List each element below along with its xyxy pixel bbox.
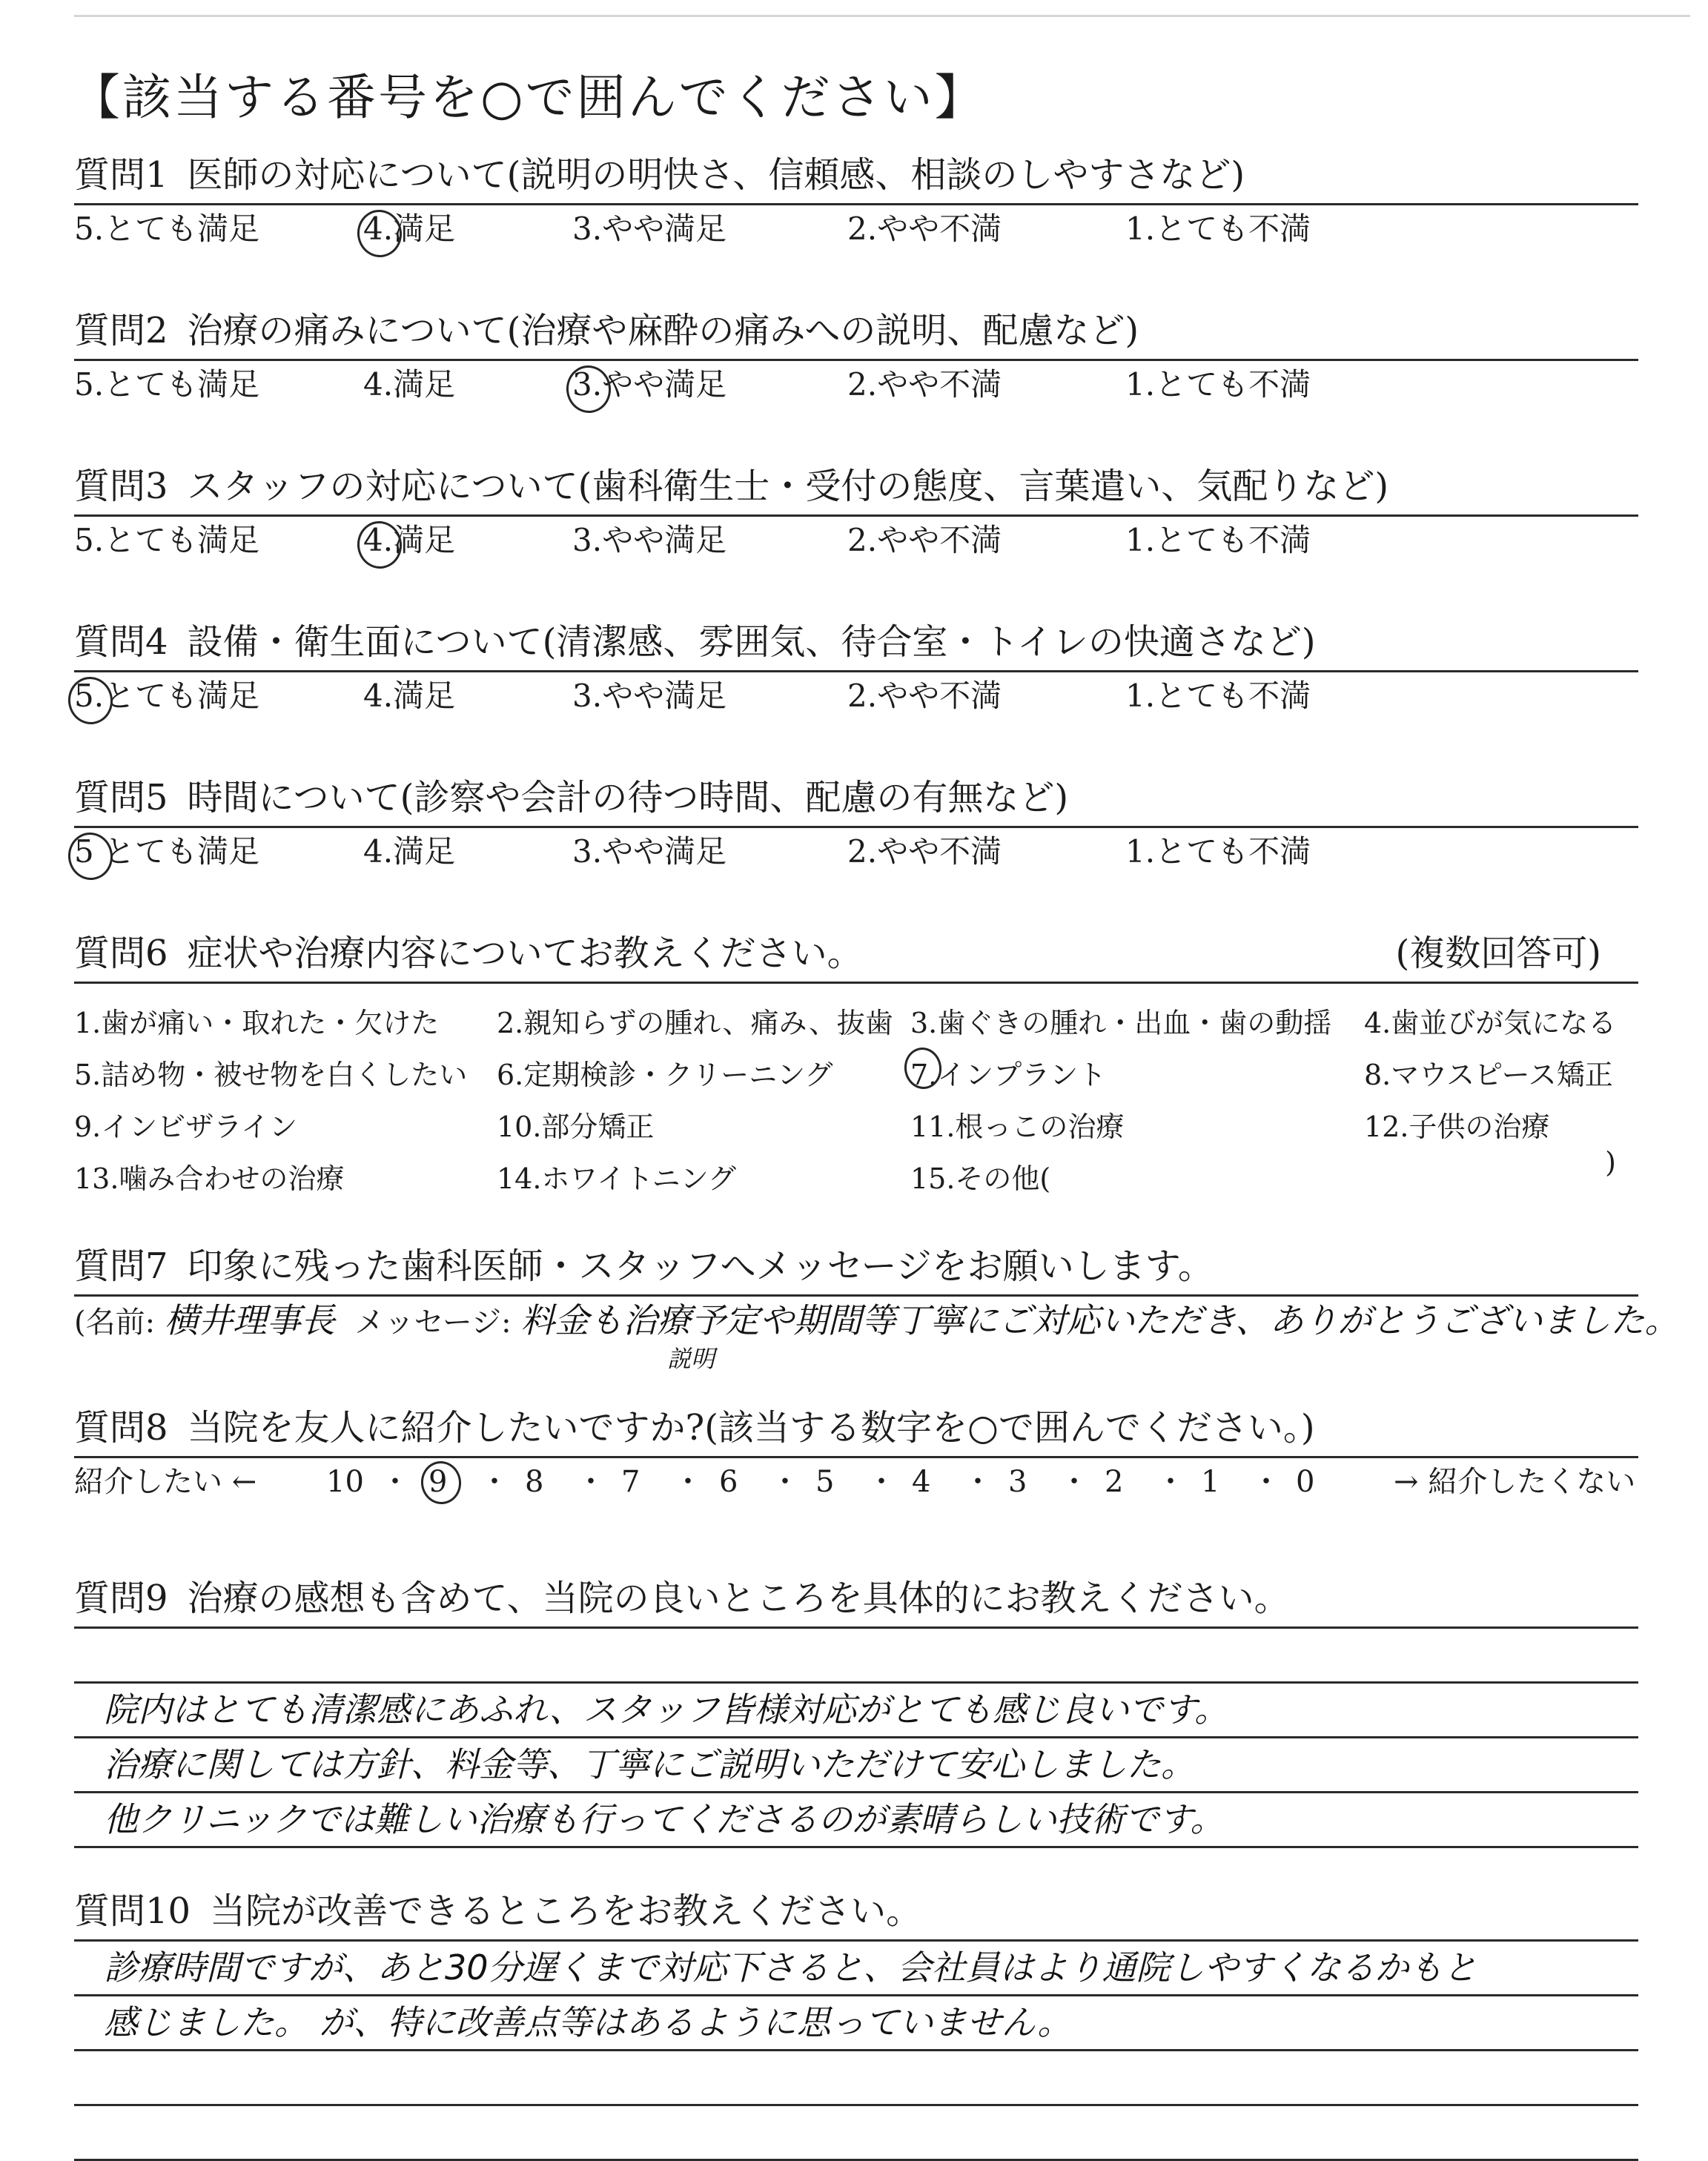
rating-option[interactable]: 3.やや満足	[572, 211, 727, 247]
question-number: 質問8	[74, 1407, 168, 1449]
rating-option[interactable]: 2.やや不満	[847, 522, 1002, 558]
symptom-option[interactable]: 13.噛み合わせの治療	[74, 1162, 345, 1195]
scale-separator: ・	[480, 1465, 509, 1499]
q9-answer-area[interactable]	[74, 1629, 1638, 1848]
question-8	[74, 1401, 1638, 1510]
handwritten-answer: 感じました。 が、特に改善点等はあるように思っていません。	[104, 2002, 1072, 2042]
multi-answer-note: (複数回答可)	[1395, 933, 1601, 974]
question-text: 症状や治療内容についてお教えください。	[187, 933, 863, 974]
scale-value[interactable]: 2	[1105, 1465, 1124, 1499]
rating-option[interactable]: 5.とても満足	[74, 211, 260, 247]
question-2-heading	[74, 304, 1638, 357]
question-number: 質問2	[74, 310, 168, 351]
scale-separator: ・	[576, 1465, 606, 1499]
rating-choices	[74, 361, 1638, 408]
symptom-option-selected[interactable]: 7.インプラント	[910, 1052, 1106, 1093]
scale-right-label: → 紹介したくない	[1394, 1465, 1636, 1499]
question-4-heading	[74, 615, 1638, 669]
rating-option[interactable]: 4.満足	[363, 678, 456, 714]
handwritten-answer: 診療時間ですが、あと30分遅くまで対応下さると、会社員はより通院しやすくなるかもと	[104, 1947, 1477, 1988]
rating-option[interactable]: 5.とても満足	[74, 366, 260, 403]
question-7	[74, 1240, 1679, 1373]
rating-option[interactable]: 4.満足	[363, 833, 456, 870]
question-10-heading	[74, 1884, 1638, 1938]
rating-option[interactable]: 3.やや満足	[572, 522, 727, 558]
symptom-option[interactable]: 12.子供の治療	[1364, 1111, 1550, 1143]
handwritten-answer: 他クリニックでは難しい治療も行ってくださるのが素晴らしい技術です。	[104, 1799, 1225, 1839]
question-number: 質問7	[74, 1245, 168, 1287]
rating-choices	[74, 517, 1638, 564]
question-1	[74, 148, 1638, 253]
answer-line[interactable]	[74, 1996, 1638, 2051]
question-text: 印象に残った歯科医師・スタッフへメッセージをお願いします。	[187, 1245, 1214, 1287]
rating-option[interactable]: 2.やや不満	[847, 211, 1002, 247]
scale-separator: ・	[380, 1465, 410, 1499]
rating-option[interactable]: 2.やや不満	[847, 678, 1002, 714]
rating-option[interactable]: 2.やや不満	[847, 366, 1002, 403]
symptom-option[interactable]: 8.マウスピース矯正	[1364, 1059, 1613, 1091]
scale-left-label: 紹介したい ←	[74, 1465, 257, 1499]
symptom-option[interactable]: 10.部分矯正	[497, 1111, 655, 1143]
handwritten-answer: 治療に関しては方針、料金等、丁寧にご説明いただけて安心しました。	[104, 1744, 1195, 1784]
question-text: 治療の感想も含めて、当院の良いところを具体的にお教えください。	[187, 1578, 1290, 1619]
question-number: 質問3	[74, 466, 168, 507]
question-9-heading	[74, 1572, 1638, 1625]
question-number: 質問9	[74, 1578, 168, 1619]
question-7-heading	[74, 1240, 1638, 1293]
scale-separator: ・	[1059, 1465, 1089, 1499]
message-insertion-note: 説明	[667, 1345, 715, 1373]
question-text: 時間について(診察や会計の待つ時間、配慮の有無など)	[187, 777, 1069, 818]
rating-option[interactable]: 5.とても満足	[74, 522, 260, 558]
rating-choices	[74, 205, 1638, 253]
rating-option-selected[interactable]: 5 とても満足	[74, 828, 259, 876]
question-3	[74, 460, 1638, 564]
scale-separator: ・	[963, 1465, 993, 1499]
question-5-heading	[74, 771, 1638, 824]
symptom-option[interactable]: 15.その他(	[910, 1162, 1051, 1195]
answer-line[interactable]	[74, 1793, 1638, 1848]
q6-options	[74, 984, 1638, 1199]
scale-value[interactable]: 3	[1008, 1465, 1027, 1499]
scale-value-selected[interactable]: 9	[428, 1458, 447, 1506]
scale-separator: ・	[867, 1465, 896, 1499]
rating-option[interactable]: 1.とても不満	[1125, 366, 1311, 403]
handwritten-answer: 院内はとても清潔感にあふれ、スタッフ皆様対応がとても感じ良いです。	[104, 1690, 1229, 1730]
question-number: 質問5	[74, 777, 168, 818]
scale-separator: ・	[1251, 1465, 1281, 1499]
question-text: 当院を友人に紹介したいですか?(該当する数字を○で囲んでください。)	[187, 1407, 1315, 1449]
rating-option[interactable]: 1.とても不満	[1125, 522, 1311, 558]
q7-answer-line	[74, 1297, 1679, 1373]
rating-choices	[74, 672, 1638, 720]
question-4	[74, 615, 1638, 720]
scale-value[interactable]: 5	[815, 1465, 835, 1499]
symptom-option[interactable]: 3.歯ぐきの腫れ・出血・歯の動揺	[910, 1007, 1332, 1039]
top-rule	[74, 15, 1690, 17]
question-text: 医師の対応について(説明の明快さ、信頼感、相談のしやすさなど)	[187, 154, 1245, 196]
symptom-option[interactable]: 14.ホワイトニング	[497, 1162, 737, 1195]
question-6	[74, 927, 1638, 1199]
q10-answer-area[interactable]	[74, 1942, 1638, 2161]
symptom-option[interactable]: 6.定期検診・クリーニング	[497, 1059, 833, 1091]
question-number: 質問6	[74, 933, 168, 974]
rating-option[interactable]: 2.やや不満	[847, 833, 1002, 870]
answer-line[interactable]	[74, 1684, 1638, 1738]
message-value[interactable]: 料金も治療予定や期間等丁寧にご対応いただき、ありがとうございました。	[520, 1300, 1679, 1340]
answer-line[interactable]	[74, 2051, 1638, 2106]
recommend-scale	[74, 1458, 1638, 1510]
question-5	[74, 771, 1638, 876]
rating-option-selected[interactable]: 5.とても満足	[74, 672, 259, 720]
scale-value[interactable]: 6	[719, 1465, 738, 1499]
name-label: (名前:	[74, 1305, 156, 1340]
question-9	[74, 1572, 1638, 1848]
answer-line[interactable]	[74, 2106, 1638, 2161]
answer-line[interactable]	[74, 1629, 1638, 1684]
rating-option[interactable]: 3.やや満足	[572, 678, 727, 714]
scale-separator: ・	[1156, 1465, 1185, 1499]
rating-option[interactable]: 1.とても不満	[1125, 678, 1311, 714]
question-2	[74, 304, 1638, 408]
rating-option-selected[interactable]: 3.やや満足	[572, 361, 726, 408]
scale-value[interactable]: 10	[326, 1465, 364, 1499]
rating-option-selected[interactable]: 4.満足	[363, 205, 455, 253]
question-text: 治療の痛みについて(治療や麻酔の痛みへの説明、配慮など)	[187, 310, 1139, 351]
answer-line[interactable]	[74, 1942, 1638, 1996]
question-8-heading	[74, 1401, 1638, 1455]
symptom-option[interactable]: 5.詰め物・被せ物を白くしたい	[74, 1059, 468, 1091]
scale-value[interactable]: 7	[621, 1465, 640, 1499]
symptom-option[interactable]: 9.インビザライン	[74, 1111, 298, 1143]
question-number: 質問4	[74, 621, 168, 663]
scale-separator: ・	[770, 1465, 800, 1499]
rating-option[interactable]: 3.やや満足	[572, 833, 727, 870]
question-text: 設備・衛生面について(清潔感、雰囲気、待合室・トイレの快適さなど)	[187, 621, 1316, 663]
rating-option[interactable]: 1.とても不満	[1125, 833, 1311, 870]
symptom-option[interactable]: 2.親知らずの腫れ、痛み、抜歯	[497, 1007, 893, 1039]
rating-choices	[74, 828, 1638, 876]
symptom-option[interactable]: 4.歯並びが気になる	[1364, 1007, 1617, 1039]
answer-line[interactable]	[74, 1738, 1638, 1793]
question-text: 当院が改善できるところをお教えください。	[210, 1890, 922, 1932]
name-value[interactable]: 横井理事長	[164, 1300, 335, 1340]
question-10	[74, 1884, 1638, 2161]
message-label: メッセージ:	[354, 1305, 512, 1340]
scale-separator: ・	[673, 1465, 703, 1499]
rating-option-selected[interactable]: 4.満足	[363, 517, 455, 564]
question-text: スタッフの対応について(歯科衛生士・受付の態度、言葉遣い、気配りなど)	[187, 466, 1389, 507]
form-title: 【該当する番号を○で囲んでください】	[71, 69, 986, 126]
rating-option[interactable]: 1.とても不満	[1125, 211, 1311, 247]
question-1-heading	[74, 148, 1638, 202]
symptom-option[interactable]: 1.歯が痛い・取れた・欠けた	[74, 1007, 440, 1039]
question-number: 質問1	[74, 154, 168, 196]
question-3-heading	[74, 460, 1638, 513]
other-paren-close: )	[1605, 1146, 1616, 1179]
rating-option[interactable]: 4.満足	[363, 366, 456, 403]
question-6-heading	[74, 927, 1638, 980]
symptom-option[interactable]: 11.根っこの治療	[910, 1111, 1125, 1143]
scale-value[interactable]: 0	[1296, 1465, 1315, 1499]
question-number: 質問10	[74, 1890, 191, 1932]
scale-value[interactable]: 1	[1201, 1465, 1220, 1499]
scale-value[interactable]: 8	[525, 1465, 544, 1499]
scale-value[interactable]: 4	[912, 1465, 931, 1499]
